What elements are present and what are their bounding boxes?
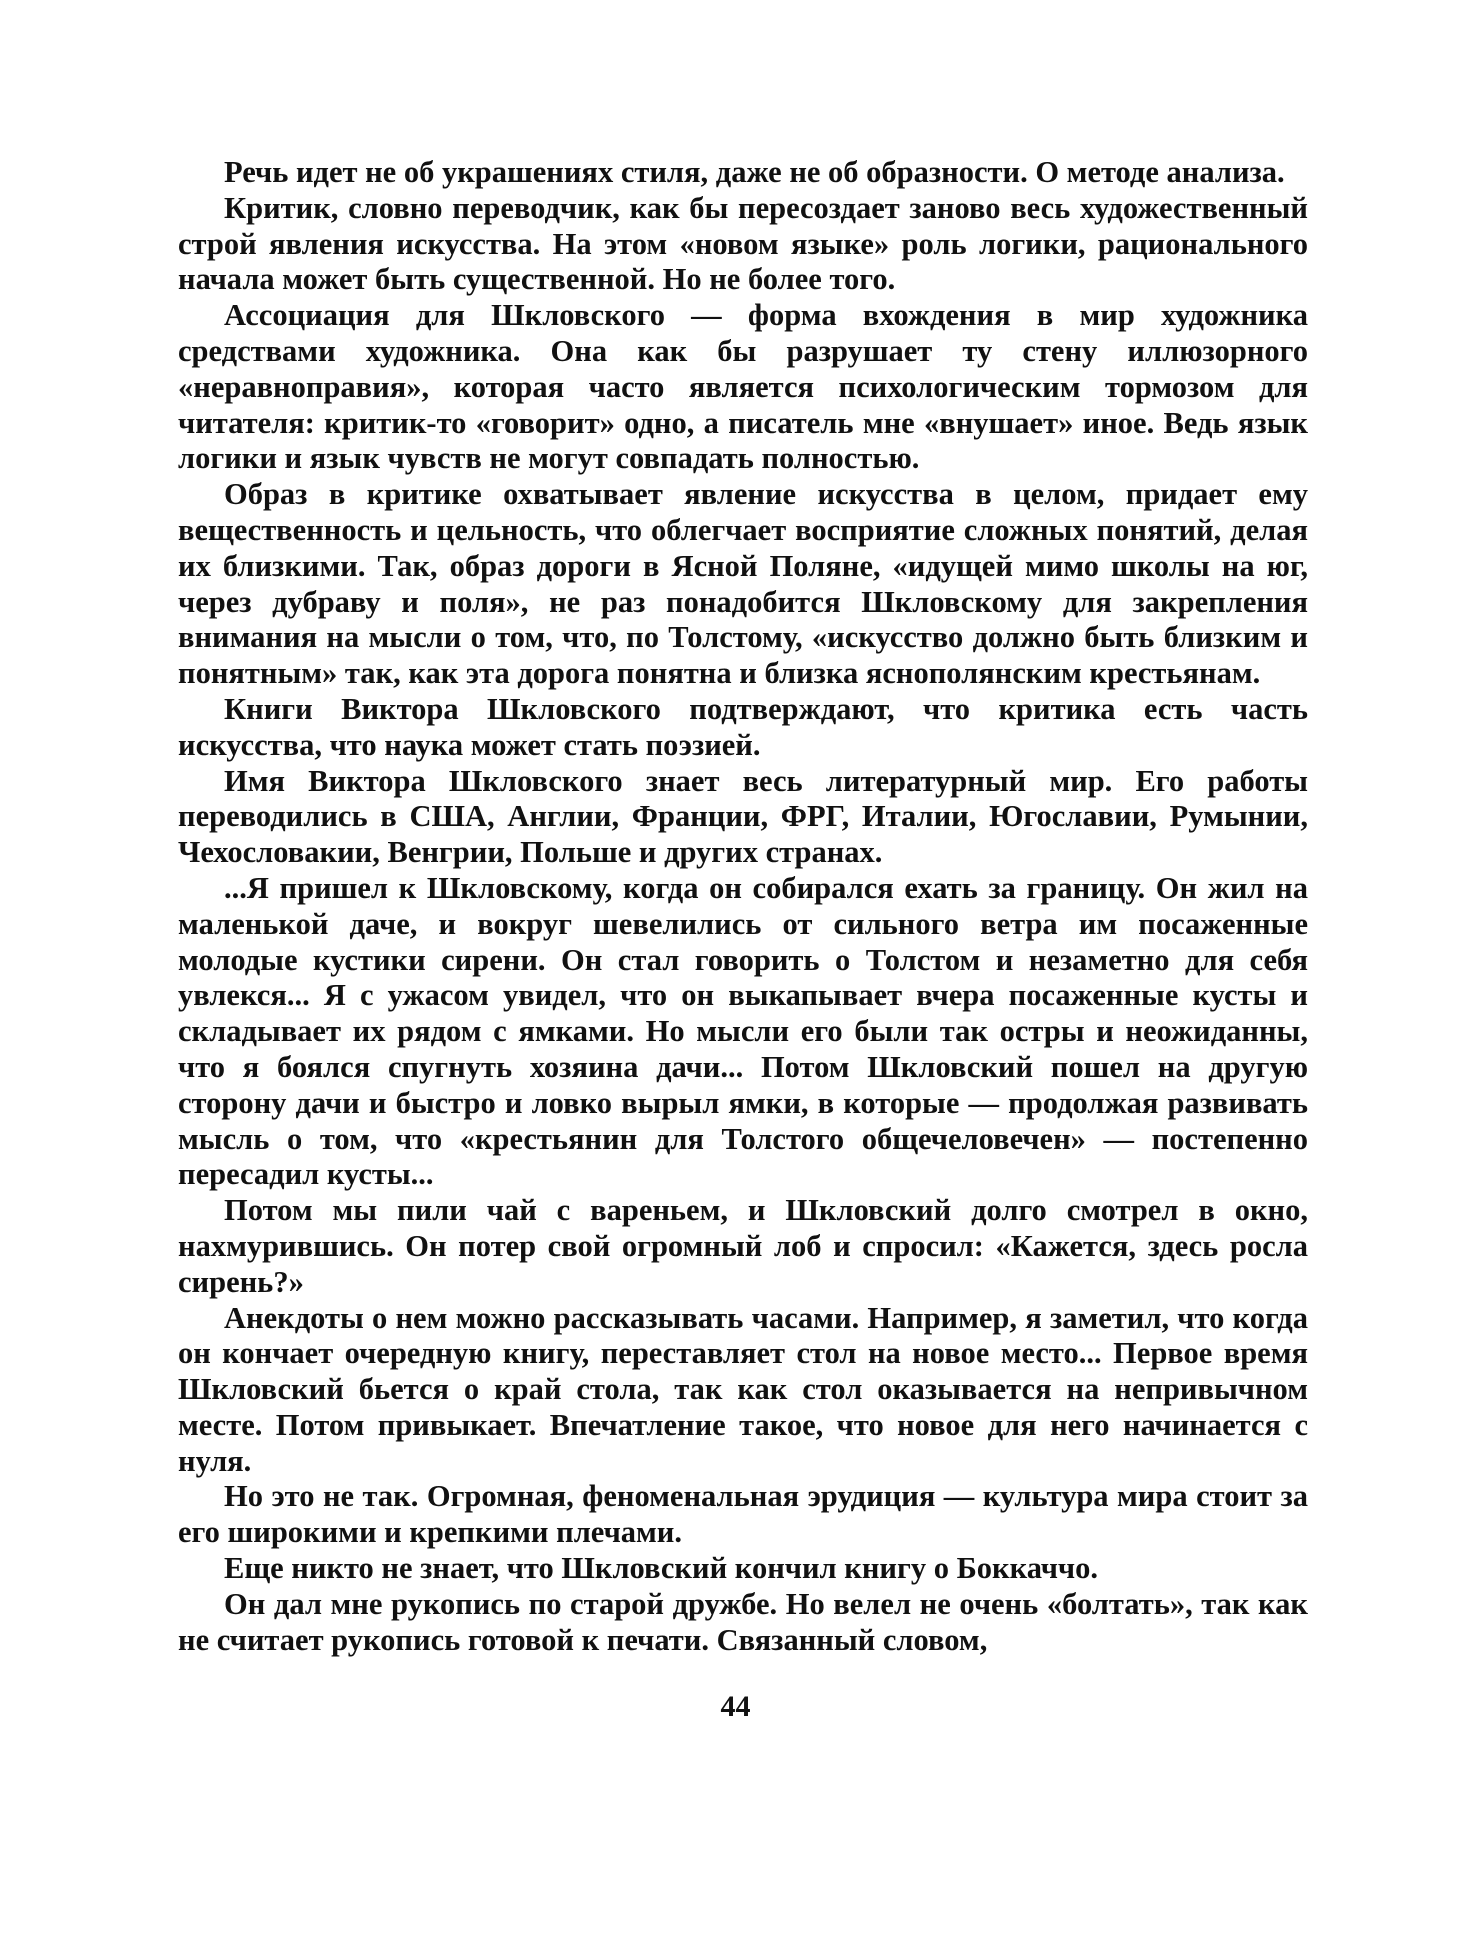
paragraph-1: Речь идет не об украшениях стиля, даже не об образности. О методе анализа. [224,155,1285,189]
paragraph-7: ...Я пришел к Шкловскому, когда он собирался ехать за границу. Он жил на маленькой даче, и вокруг шевелились от сильного ветра им посаженные молодые кустики сирени. Он стал говорить о Толстом и незаметно для себя увлекся... Я с ужасом увидел, что он выкапывает вчера посаженные кусты и складывает их рядом с ямками. Но мысли его были так остры и неожиданны, что я боялся спугнуть хозяина дачи... Потом Шкловский пошел на другую сторону дачи и быстро и ловко вырыл ямки, в которые — продолжая развивать мысль о том, что «крестьянин для Толстого общечеловечен» — постепенно пересадил кусты... [178,870,1308,1192]
paragraph-3: Ассоциация для Шкловского — форма вхождения в мир художника средствами художника. Она как бы разрушает ту стену иллюзорного «неравноправия», которая часто является психологическим тормозом для читателя: критик-то «говорит» одно, а писатель мне «внушает» иное. Ведь язык логики и язык чувств не могут совпадать полностью. [178,298,1308,476]
paragraph-9: Анекдоты о нем можно рассказывать часами. Например, я заметил, что когда он кончает очередную книгу, переставляет стол на новое место... Первое время Шкловский бьется о край стола, так как стол оказывается на непривычном месте. Потом привыкает. Впечатление такое, что новое для него начинается с нуля. [178,1300,1308,1478]
paragraph-4: Образ в критике охватывает явление искусства в целом, придает ему вещественность и цельность, что облегчает восприятие сложных понятий, делая их близкими. Так, образ дороги в Ясной Поляне, «идущей мимо школы на юг, через дубраву и поля», не раз понадобится Шкловскому для закрепления внимания на мысли о том, что, по Толстому, «искусство должно быть близким и понятным» так, как эта дорога понятна и близка яснополянским крестьянам. [178,477,1308,691]
page-number: 44 [720,1690,751,1723]
paragraph-8: Потом мы пили чай с вареньем, и Шкловский долго смотрел в окно, нахмурившись. Он потер свой огромный лоб и спросил: «Кажется, здесь росла сирень?» [178,1193,1308,1299]
paragraph-2: Критик, словно переводчик, как бы пересоздает заново весь художественный строй явления искусства. На этом «новом языке» роль логики, рационального начала может быть существенной. Но не более того. [178,190,1308,297]
paragraph-6: Имя Виктора Шкловского знает весь литературный мир. Его работы переводились в США, Англии, Франции, ФРГ, Италии, Югославии, Румынии, Чехословакии, Венгрии, Польше и других странах. [178,763,1308,870]
body-text [178,155,1308,1658]
paragraph-10: Но это не так. Огромная, феноменальная эрудиция — культура мира стоит за его широкими и крепкими плечами. [178,1479,1308,1550]
paragraph-12: Он дал мне рукопись по старой дружбе. Но велел не очень «болтать», так как не считает рукопись готовой к печати. Связанный словом, [178,1586,1308,1657]
paragraph-11: Еще никто не знает, что Шкловский кончил книгу о Боккаччо. [224,1551,1099,1586]
paragraph-5: Книги Виктора Шкловского подтверждают, что критика есть часть искусства, что наука может стать поэзией. [178,691,1308,762]
